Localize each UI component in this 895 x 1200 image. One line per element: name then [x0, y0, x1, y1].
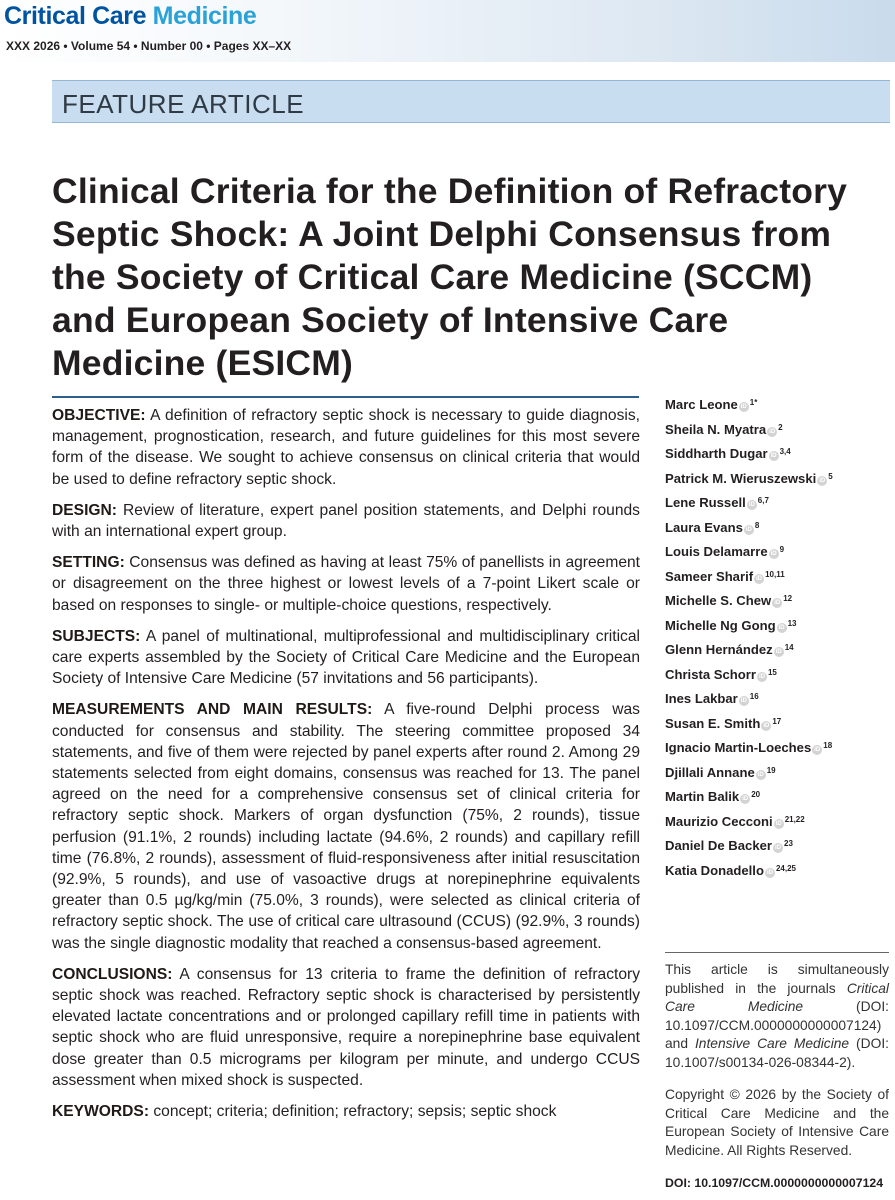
orcid-icon[interactable]: iD: [758, 673, 765, 680]
issue-line: XXX 2026 • Volume 54 • Number 00 • Pages XX–XX: [6, 39, 292, 53]
section-text: Consensus was defined as having at least 75% of panellists in agreement or disagreement on the three highest or lowest levels of a 7-point Likert scale or based on responses to single- or multiple-choice questions, respectively.: [52, 554, 640, 614]
orcid-icon[interactable]: iD: [742, 796, 749, 802]
affiliation-marker: 23: [784, 839, 793, 848]
author-entry: [665, 394, 895, 419]
author-name[interactable]: Ines Lakbar: [665, 691, 738, 706]
author-entry: [665, 762, 895, 787]
abstract-setting: [52, 552, 640, 616]
section-text: A definition of refractory septic shock is necessary to guide diagnosis, management, prognostication, research, and future guidelines for this most severe form of the disease. We sought to achieve consensus on clinical criteria that would be used to define refractory septic shock.: [52, 407, 640, 488]
author-entry: [665, 443, 895, 468]
section-heading: CONCLUSIONS:: [52, 965, 173, 983]
note-text: (DOI: 10.1007/s00134-026-08344-2).: [665, 1036, 889, 1070]
affiliation-marker: 2: [778, 422, 783, 432]
author-name[interactable]: Louis Delamarre: [665, 544, 768, 559]
author-name[interactable]: Maurizio Cecconi: [665, 813, 773, 829]
orcid-icon[interactable]: iD: [814, 747, 821, 753]
orcid-icon[interactable]: iD: [778, 624, 785, 631]
orcid-icon[interactable]: iD: [819, 477, 826, 484]
author-name[interactable]: Martin Balik: [665, 789, 740, 804]
affiliation-marker: 20: [751, 790, 761, 799]
publication-note: [665, 952, 889, 1160]
author-entry: [665, 419, 895, 444]
simultaneous-publication-note: [665, 961, 889, 1072]
author-entry: [665, 786, 895, 811]
journal-title: Critical Care Medicine: [665, 980, 889, 1014]
note-text: (DOI: 10.1097/CCM.0000000000007124) and: [665, 999, 889, 1051]
abstract-results: [52, 699, 640, 953]
author-name[interactable]: Sheila N. Myatra: [665, 421, 767, 437]
affiliation-marker: 17: [772, 716, 782, 726]
abstract-divider: [52, 396, 639, 398]
affiliation-marker: 5: [828, 471, 833, 481]
author-entry: [665, 737, 895, 762]
author-entry: [665, 517, 895, 542]
affiliation-marker: 1*: [749, 398, 758, 407]
author-entry: [665, 713, 895, 738]
abstract-keywords: [52, 1101, 640, 1122]
abstract: [52, 405, 640, 1132]
author-name[interactable]: Lene Russell: [665, 495, 746, 510]
affiliation-marker: 18: [823, 741, 833, 750]
section-text: A panel of multinational, multiprofessional and multidisciplinary critical care experts assembled by the Society of Critical Care Medicine and the European Society of Intensive Care Medicine (57 invitations and 56 participants).: [52, 627, 640, 688]
author-name[interactable]: Daniel De Backer: [665, 838, 772, 853]
author-name[interactable]: Christa Schorr: [665, 666, 756, 682]
orcid-icon[interactable]: iD: [775, 845, 781, 851]
abstract-subjects: [52, 626, 640, 690]
author-name[interactable]: Laura Evans: [665, 519, 743, 535]
section-heading: OBJECTIVE:: [52, 407, 146, 424]
orcid-icon[interactable]: iD: [740, 404, 747, 410]
orcid-icon[interactable]: iD: [740, 698, 747, 704]
author-name[interactable]: Susan E. Smith: [665, 715, 761, 731]
section-label: FEATURE ARTICLE: [62, 89, 305, 119]
orcid-icon[interactable]: iD: [757, 771, 764, 778]
affiliation-marker: 24,25: [775, 863, 796, 873]
affiliation-marker: 12: [783, 594, 793, 603]
author-entry: [665, 664, 895, 689]
orcid-icon[interactable]: iD: [775, 820, 782, 827]
abstract-objective: [52, 405, 640, 490]
orcid-icon[interactable]: iD: [763, 722, 770, 729]
orcid-icon[interactable]: iD: [774, 600, 781, 606]
affiliation-marker: 10,11: [765, 569, 785, 579]
orcid-icon[interactable]: iD: [770, 551, 777, 557]
orcid-icon[interactable]: iD: [766, 869, 773, 876]
author-entry: [665, 639, 895, 664]
author-name[interactable]: Siddharth Dugar: [665, 446, 768, 461]
affiliation-marker: 8: [754, 520, 760, 530]
affiliation-marker: 16: [749, 692, 759, 701]
author-name[interactable]: Michelle S. Chew: [665, 593, 772, 608]
orcid-icon[interactable]: iD: [770, 453, 777, 459]
affiliation-marker: 9: [779, 545, 785, 554]
section-heading: DESIGN:: [52, 501, 117, 519]
section-text: concept; criteria; definition; refractory; sepsis; septic shock: [153, 1103, 557, 1121]
affiliation-marker: 15: [767, 667, 777, 677]
orcid-icon[interactable]: iD: [756, 575, 763, 582]
affiliation-marker: 19: [766, 765, 776, 775]
author-list: [665, 394, 895, 884]
author-name[interactable]: Michelle Ng Gong: [665, 617, 776, 633]
author-name[interactable]: Djillali Annane: [665, 764, 755, 780]
section-text: A five-round Delphi process was conducted for consensus and stability. The steering committee proposed 34 statements, and five of them were rejected by panel experts after round 2. Among 29 statements selected from eight domains, consensus was reached for 13. The panel agreed on the need for a comprehensive consensus set of clinical criteria for refractory septic shock. Markers of organ dysfunction (75%, 2 rounds), tissue perfusion (91.1%, 2 rounds) including lactate (94.6%, 2 rounds) and capillary refill time (76.8%, 2 rounds), assessment of fluid-responsiveness after initial resuscitation (92.9%, 5 rounds), and use of vasoactive drugs at norepinephrine equivalents greater than 0.5 µg/kg/min (75.0%, 3 rounds), were selected as clinical criteria of refractory septic shock. The use of critical care ultrasound (CCUS) (92.9%, 3 rounds) was the single diagnostic modality that reached a consensus-based agreement.: [52, 701, 640, 952]
copyright-note: Copyright © 2026 by the Society of Critical Care Medicine and the European Society of Intensive Care Medicine. All Rights Reserved.: [665, 1087, 889, 1158]
note-divider: [665, 952, 889, 953]
journal-logo: [4, 2, 256, 31]
author-entry: [665, 468, 895, 493]
abstract-design: [52, 500, 640, 542]
affiliation-marker: 3,4: [779, 447, 791, 456]
journal-name-part2: Medicine: [152, 2, 257, 30]
author-name[interactable]: Sameer Sharif: [665, 568, 754, 584]
section-label-bar: [52, 80, 890, 123]
author-entry: [665, 566, 895, 591]
section-heading: MEASUREMENTS AND MAIN RESULTS:: [52, 701, 373, 719]
author-name[interactable]: Marc Leone: [665, 397, 738, 412]
orcid-icon[interactable]: iD: [769, 428, 776, 435]
section-text: Review of literature, expert panel position statements, and Delphi rounds with an international expert group.: [52, 501, 640, 541]
orcid-icon[interactable]: iD: [775, 649, 782, 655]
article-doi[interactable]: DOI: 10.1097/CCM.0000000000007124: [665, 1176, 884, 1190]
author-entry: [665, 590, 895, 615]
journal-header-bar: [0, 0, 895, 62]
affiliation-marker: 14: [784, 643, 794, 652]
author-name[interactable]: Glenn Hernández: [665, 642, 773, 657]
author-entry: [665, 541, 895, 566]
orcid-icon[interactable]: iD: [745, 526, 752, 533]
note-text: This article is simultaneously published in the journals: [665, 962, 889, 996]
abstract-conclusions: [52, 964, 640, 1091]
author-entry: [665, 492, 895, 517]
author-name[interactable]: Ignacio Martin-Loeches: [665, 740, 812, 755]
orcid-icon[interactable]: iD: [748, 502, 755, 508]
author-entry: [665, 811, 895, 836]
author-entry: [665, 615, 895, 640]
section-text: A consensus for 13 criteria to frame the definition of refractory septic shock was reached. Refractory septic shock is characterised by persistently elevated lactate concentrations and or prolonged capillary refill time in patients with septic shock who are fluid unresponsive, require a norepinephrine base equivalent dose greater than 0.5 micrograms per kilogram per minute, and undergo CCUS assessment when mixed shock is suspected.: [52, 965, 640, 1089]
journal-name-part1: Critical Care: [4, 2, 153, 30]
author-entry: [665, 835, 895, 860]
affiliation-marker: 21,22: [784, 814, 805, 824]
author-entry: [665, 688, 895, 713]
section-heading: SUBJECTS:: [52, 627, 141, 645]
article-title: Clinical Criteria for the Definition of Refractory Septic Shock: A Joint Delphi Consensus from the Society of Critical Care Medicine (SCCM) and European Society of Intensive Care Medicine (ESICM): [52, 171, 848, 383]
section-heading: KEYWORDS:: [52, 1103, 150, 1121]
author-name[interactable]: Katia Donadello: [665, 862, 764, 878]
section-heading: SETTING:: [52, 554, 125, 572]
affiliation-marker: 6,7: [757, 496, 769, 505]
affiliation-marker: 13: [787, 618, 797, 628]
journal-title: Intensive Care Medicine: [694, 1036, 850, 1051]
author-name[interactable]: Patrick M. Wieruszewski: [665, 470, 817, 486]
author-entry: [665, 860, 895, 885]
